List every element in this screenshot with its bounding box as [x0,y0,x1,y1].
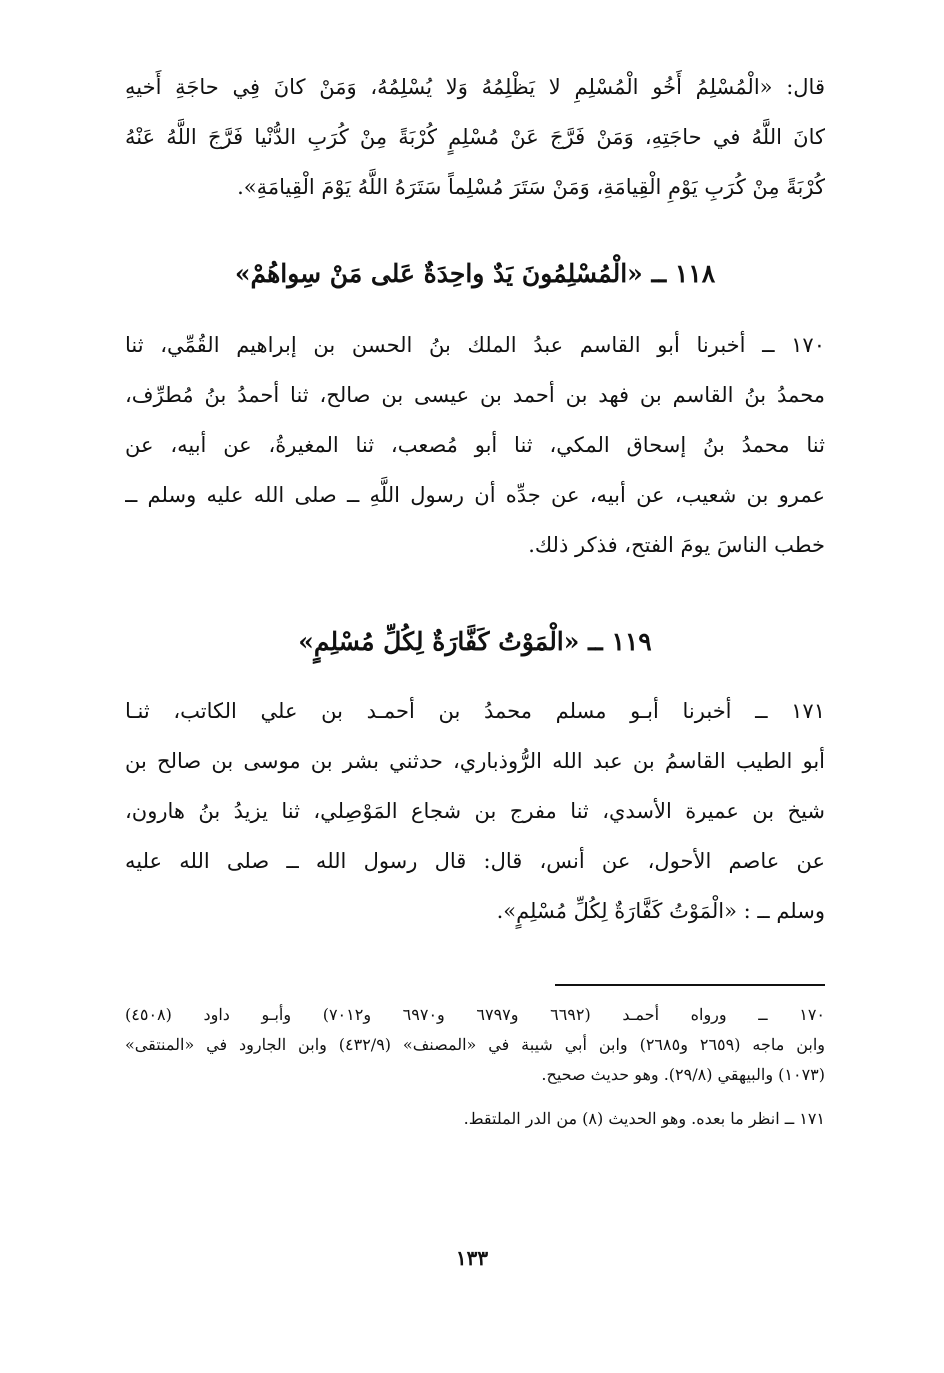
page-number: ١٣٣ [455,1246,489,1270]
text-line: أبو الطيب القاسمُ بن عبد الله الرُّوذباري، حدثني بشر بن موسى بن صالح بن [125,749,825,773]
text-line: محمدُ بنُ القاسم بن فهد بن أحمد بن عيسى بن صالح، ثنا أحمدُ بنُ مُطرِّف، [125,383,825,407]
text-line: ثنا محمدُ بنُ إسحاق المكي، ثنا أبو مُصعب، ثنا المغيرةُ، عن أبيه، عن [125,433,825,457]
footnote-171 [125,1104,825,1134]
intro-paragraph [125,62,825,212]
footnote-line: ١٧١ ــ انظر ما بعده. وهو الحديث (٨) من الدر الملتقط. [463,1109,825,1128]
text-line: عن عاصم الأحول، عن أنس، قال: قال رسول الله ــ صلى الله عليه [125,849,825,873]
text-line: خطب الناسَ يومَ الفتح، فذكر ذلك. [528,533,825,557]
section-heading-118: ١١٨ ــ «الْمُسْلِمُونَ يَدٌ واحِدَةٌ عَلى مَنْ سِواهُمْ» [234,259,716,288]
text-line: عمرو بن شعيب، عن أبيه، عن جدِّه أن رسول اللَّهِ ــ صلى الله عليه وسلم ــ [125,483,825,507]
page-body [125,62,825,1134]
text-line: كانَ اللَّهُ في حاجَتِهِ، وَمَنْ فَرَّجَ عَنْ مُسْلِمٍ كُرْبَةً مِنْ كُرَبِ الدُّنْيا فَرَّجَ اللَّهُ عَنْهُ [125,125,825,149]
text-line: وسلم ــ : «الْمَوْتُ كَفَّارَةٌ لِكُلِّ مُسْلِمٍ». [496,899,825,923]
text-line: قال: «الْمُسْلِمُ أَخُو الْمُسْلِمِ لا يَظْلِمُهُ وَلا يُسْلِمُهُ، وَمَنْ كانَ فِي حاجَةِ أَخيهِ [125,75,825,99]
footnote-line: (١٠٧٣) والبيهقي (٢٩/٨). وهو حديث صحيح. [541,1065,825,1084]
footnote-divider [555,984,825,986]
hadith-170-paragraph [125,320,825,570]
text-line: ١٧٠ ــ أخبرنا أبو القاسم عبدُ الملك بنُ الحسن بن إبراهيم القُمِّي، ثنا [125,333,825,357]
footnote-line: ١٧٠ ــ ورواه أحمـد (٦٦٩٢ و٦٧٩٧ و٦٩٧٠ و٧٠١٢) وأبـو داود (٤٥٠٨) [125,1005,825,1024]
section-heading-119: ١١٩ ــ «الْمَوْتُ كَفَّارَةٌ لِكُلِّ مُسْلِمٍ» [298,627,652,656]
footnote-line: وابن ماجه (٢٦٥٩ و٢٦٨٥) وابن أبي شيبة في «المصنف» (٤٣٢/٩) وابن الجارود في «المنتقى» [125,1035,825,1054]
hadith-171-paragraph [125,686,825,936]
text-line: ١٧١ ــ أخبرنا أبـو مسلم محمدُ بن أحمـد بن علي الكاتب، ثنـا [125,699,825,723]
text-line: كُرْبَةً مِنْ كُرَبِ يَوْمِ الْقِيامَةِ، وَمَنْ سَتَرَ مُسْلِماً سَتَرَهُ اللَّهُ يَوْمَ الْقِيامَةِ». [237,175,825,199]
footnote-170 [125,1000,825,1090]
text-line: شيخ بن عميرة الأسدي، ثنا مفرج بن شجاع المَوْصِلي، ثنا يزيدُ بنُ هارون، [125,799,825,823]
